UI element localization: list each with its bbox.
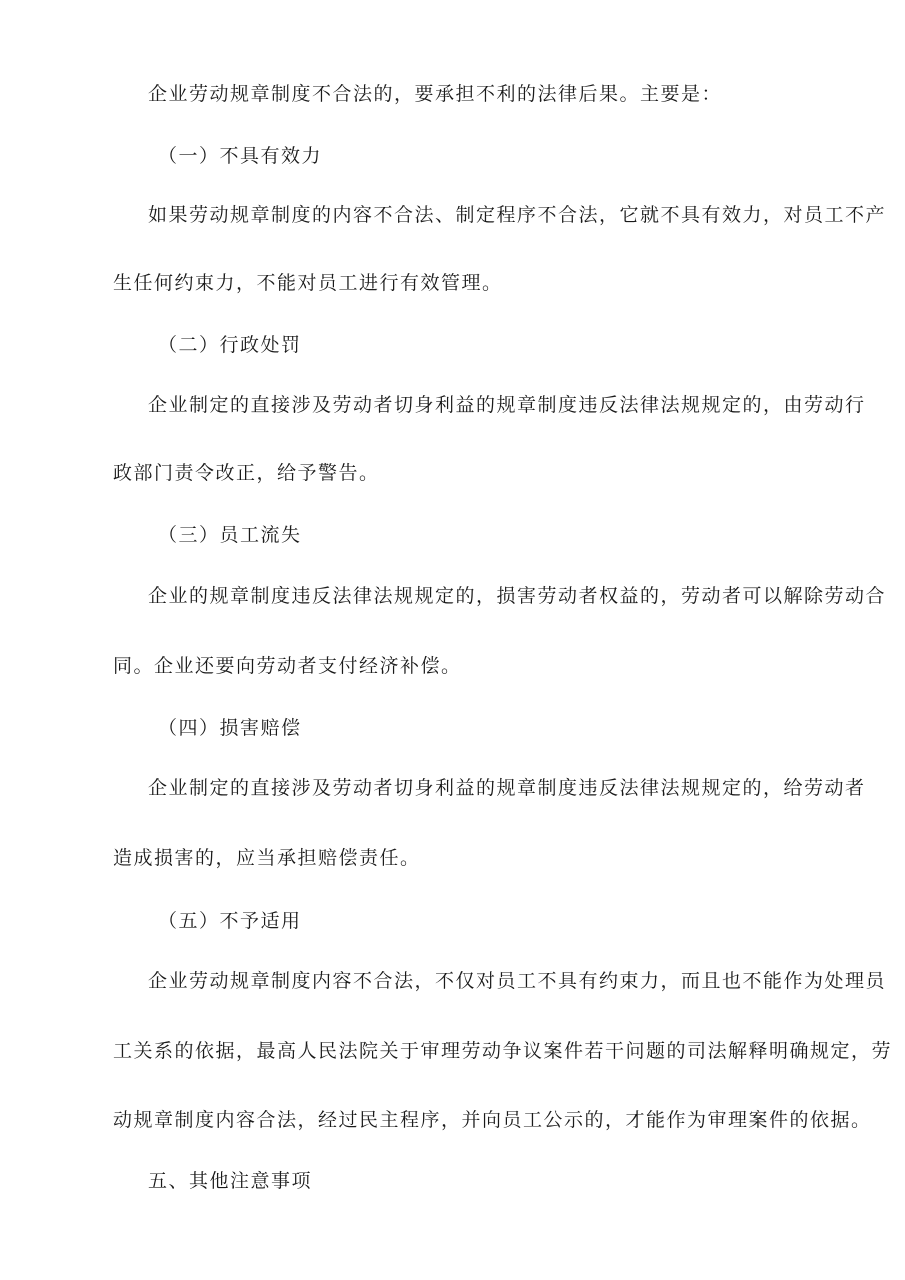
item-heading-2: （二）行政处罚 — [158, 334, 302, 356]
item-heading-1: （一）不具有效力 — [158, 145, 323, 167]
item-5-line-1: 企业劳动规章制度内容不合法，不仅对员工不具有约束力，而且也不能作为处理员 — [148, 970, 887, 992]
item-1-line-1: 如果劳动规章制度的内容不合法、制定程序不合法，它就不具有效力，对员工不产 — [148, 204, 887, 226]
section-heading: 五、其他注意事项 — [148, 1170, 313, 1192]
item-2-line-2: 政部门责令改正，给予警告。 — [113, 462, 380, 484]
item-heading-3: （三）员工流失 — [158, 524, 302, 546]
item-5-line-2: 工关系的依据，最高人民法院关于审理劳动争议案件若干问题的司法解释明确规定，劳 — [113, 1040, 893, 1062]
item-3-line-2: 同。企业还要向劳动者支付经济补偿。 — [113, 655, 462, 677]
item-5-line-3: 动规章制度内容合法，经过民主程序，并向员工公示的，才能作为审理案件的依据。 — [113, 1109, 872, 1131]
item-3-line-1: 企业的规章制度违反法律法规规定的，损害劳动者权益的，劳动者可以解除劳动合 — [148, 585, 887, 607]
item-heading-5: （五）不予适用 — [158, 910, 302, 932]
item-1-line-2: 生任何约束力，不能对员工进行有效管理。 — [113, 272, 503, 294]
item-4-line-1: 企业制定的直接涉及劳动者切身利益的规章制度违反法律法规规定的，给劳动者 — [148, 777, 866, 799]
intro-paragraph: 企业劳动规章制度不合法的，要承担不利的法律后果。主要是： — [148, 83, 723, 105]
item-2-line-1: 企业制定的直接涉及劳动者切身利益的规章制度违反法律法规规定的，由劳动行 — [148, 394, 866, 416]
item-heading-4: （四）损害赔偿 — [158, 717, 302, 739]
item-4-line-2: 造成损害的，应当承担赔偿责任。 — [113, 847, 421, 869]
